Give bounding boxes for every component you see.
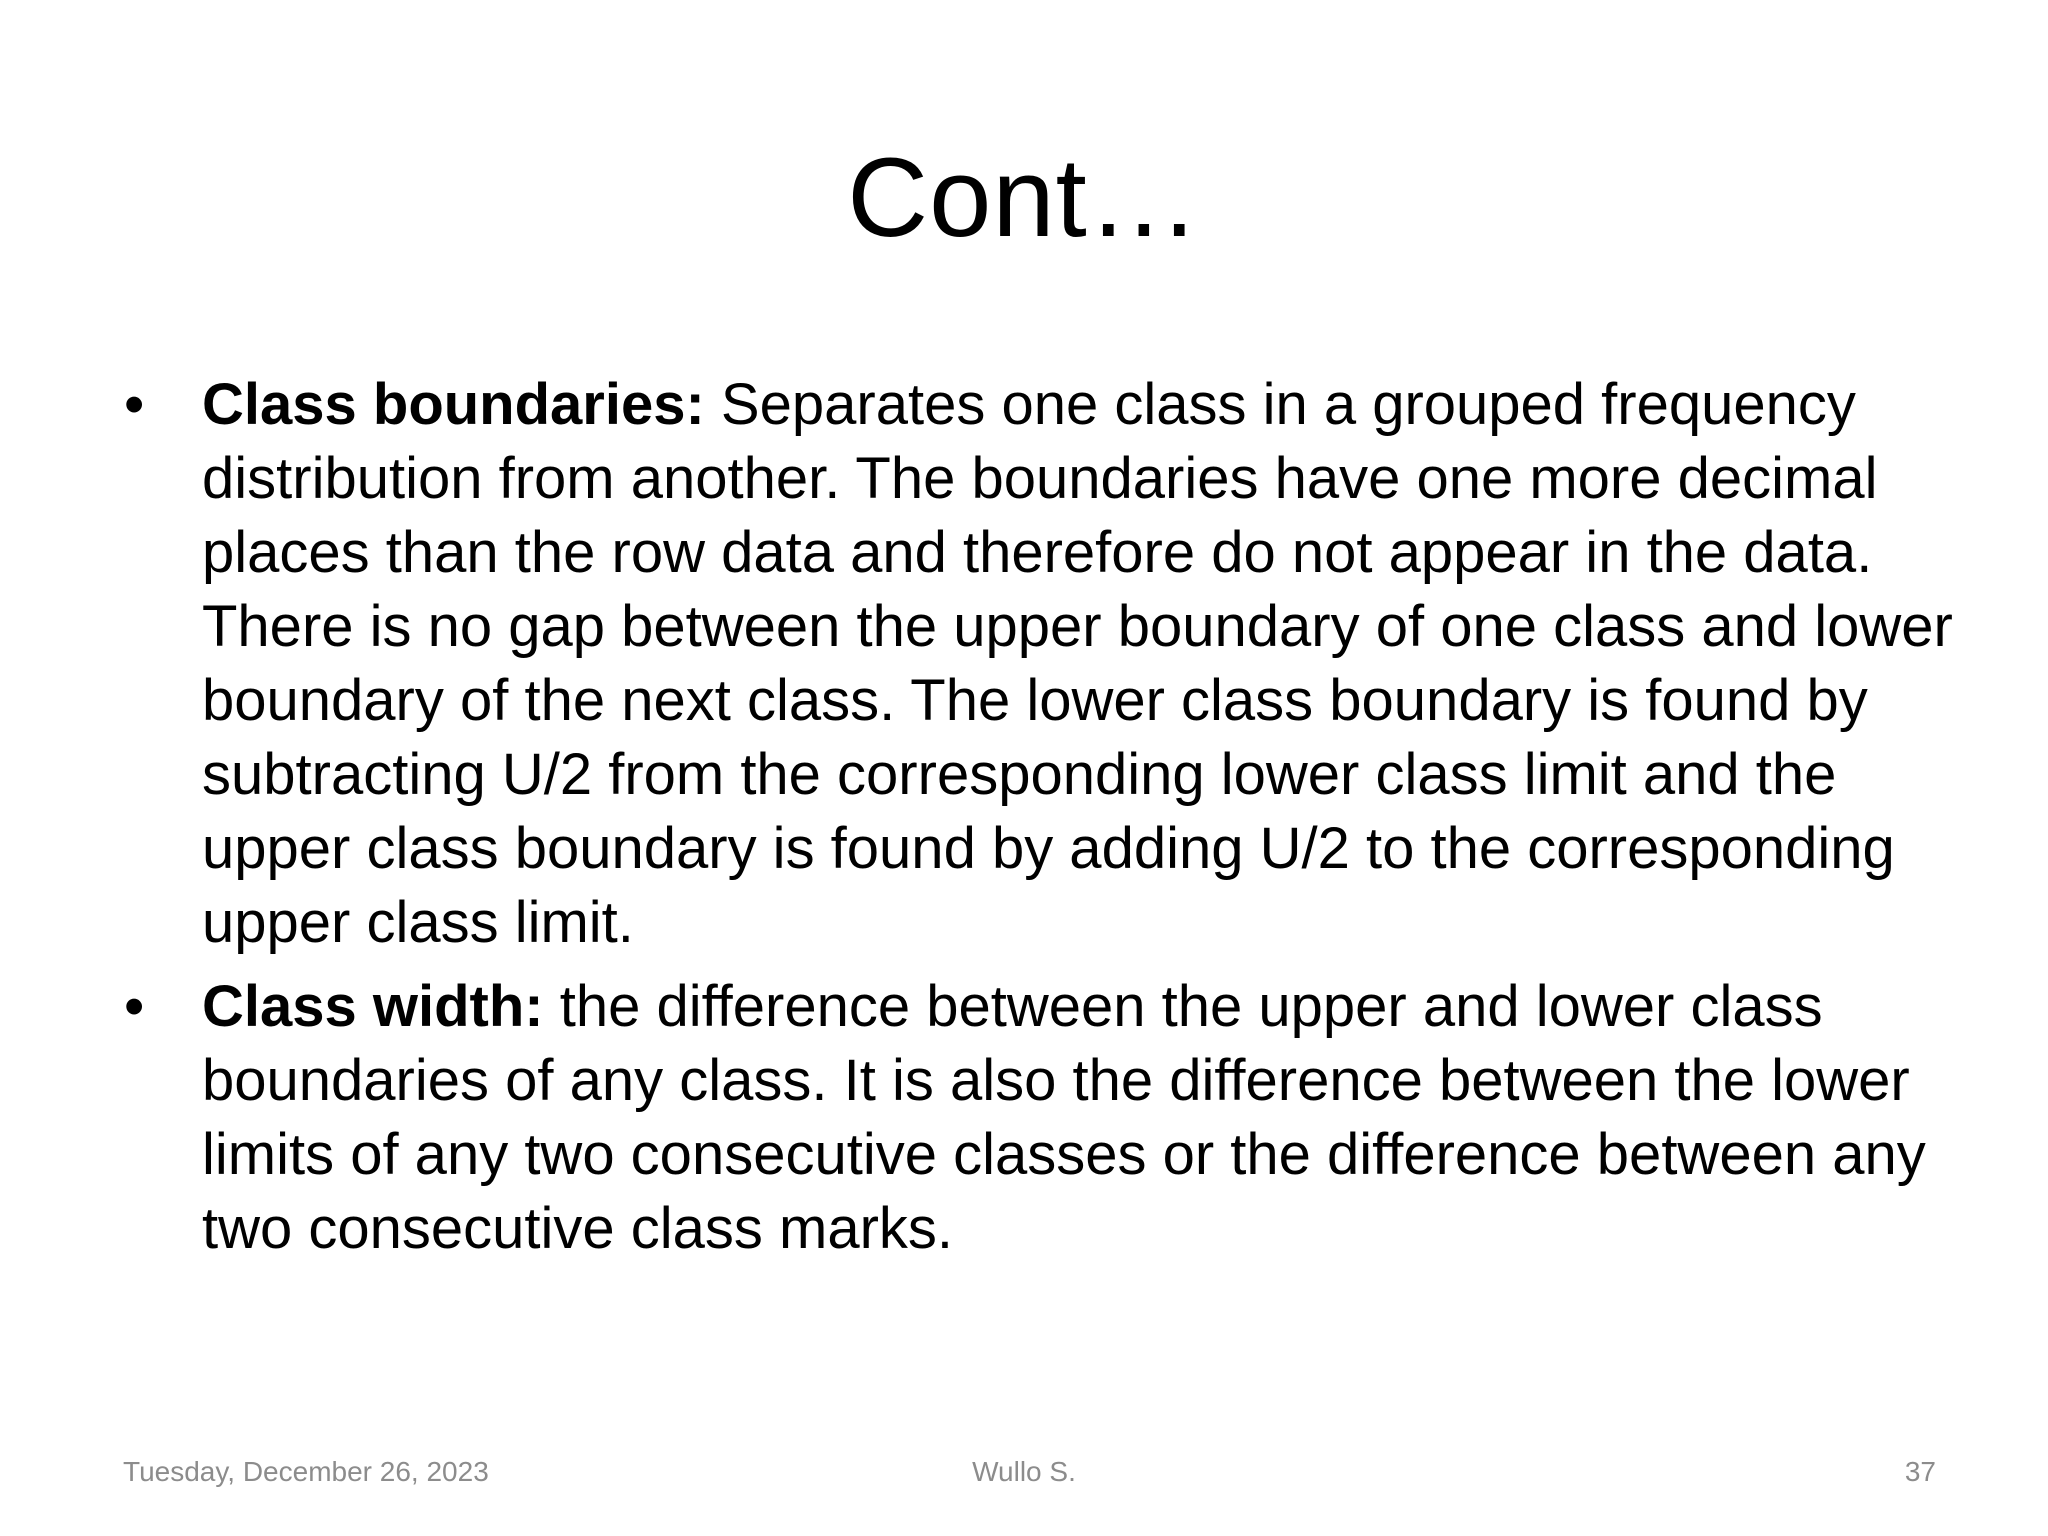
bullet-term: Class boundaries: [202, 372, 705, 437]
bullet-text: the difference between the upper and lower class boundaries of any class. It is also the difference between the lower limits of any two consecutive classes or the difference between any two consecutive class marks. [202, 974, 1926, 1261]
bullet-text: Separates one class in a grouped frequency distribution from another. The boundaries have one more decimal places than the row data and therefore do not appear in the data. There is no gap between the upper boundary of one class and lower boundary of the next class. The lower class boundary is found by subtracting U/2 from the corresponding lower class limit and the upper class boundary is found by adding U/2 to the corresponding upper class limit. [202, 372, 1953, 955]
bullet-marker: • [124, 372, 145, 437]
bullet-term: Class width: [202, 974, 544, 1039]
slide-title: Cont… [847, 135, 1201, 260]
bullet-class-boundaries [122, 368, 1962, 960]
bullet-marker: • [124, 974, 145, 1039]
footer-author: Wullo S. [972, 1456, 1076, 1487]
footer-date: Tuesday, December 26, 2023 [123, 1456, 489, 1487]
bullet-class-width [122, 970, 1962, 1266]
footer-page-number: 37 [1904, 1456, 1936, 1487]
bullet-list [122, 368, 1962, 1266]
